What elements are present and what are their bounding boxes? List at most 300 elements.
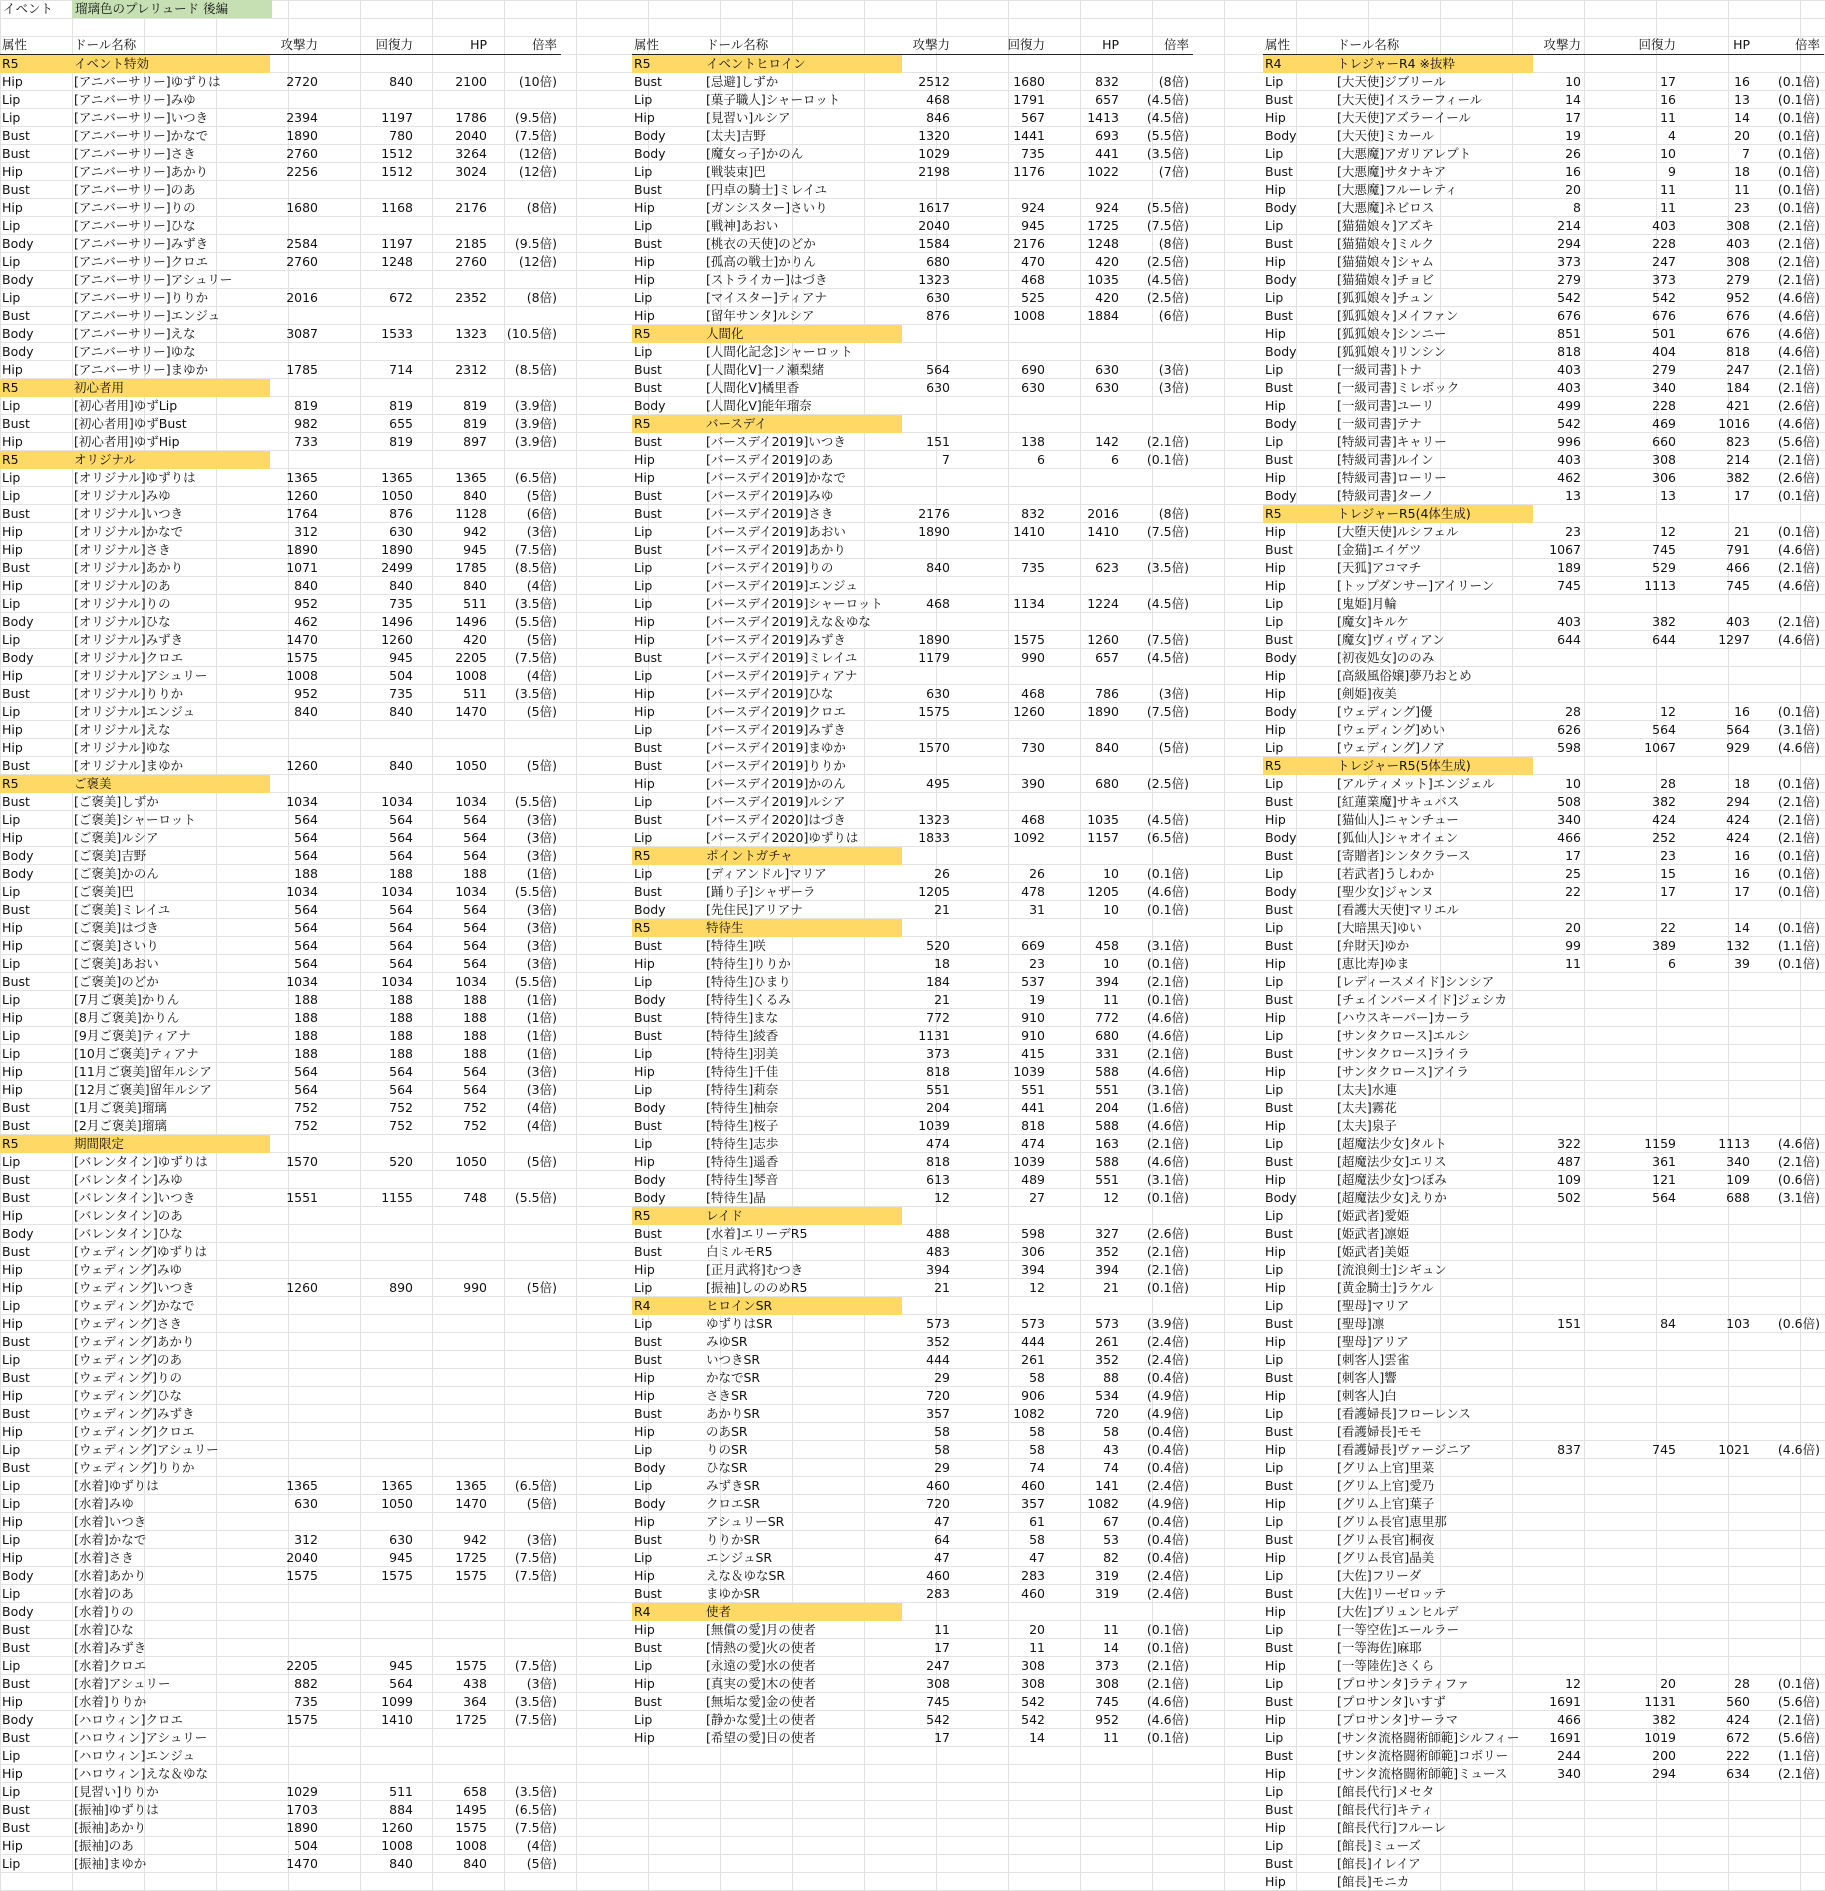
attribute-cell[interactable]: Hip (634, 1568, 655, 1583)
recovery-cell[interactable]: 1365 (381, 470, 413, 485)
doll-name-cell[interactable]: [寄贈者]シンタクラース (1337, 848, 1471, 863)
attribute-cell[interactable]: Hip (2, 1082, 23, 1097)
doll-name-cell[interactable]: [魔女]キルケ (1337, 614, 1409, 629)
attribute-cell[interactable]: Hip (1265, 1442, 1286, 1457)
doll-name-cell[interactable]: [一等空佐]エールラー (1337, 1622, 1460, 1637)
attack-cell[interactable]: 819 (294, 398, 318, 413)
recovery-cell[interactable]: 1050 (381, 1496, 413, 1511)
table-row[interactable] (632, 145, 1193, 163)
table-row[interactable] (632, 1369, 1193, 1387)
doll-name-cell[interactable]: 白ミルモR5 (706, 1244, 773, 1259)
doll-name-cell[interactable]: [バースデイ2019]エンジュ (706, 578, 858, 593)
multiplier-cell[interactable]: (7.5倍) (1146, 632, 1189, 647)
multiplier-cell[interactable]: (5倍) (526, 704, 557, 719)
attribute-cell[interactable]: Hip (1265, 182, 1286, 197)
doll-name-cell[interactable]: [2月ご褒美]瑠璃 (74, 1118, 167, 1133)
attribute-cell[interactable]: Bust (1265, 1316, 1293, 1331)
multiplier-cell[interactable] (1263, 667, 1820, 685)
hp-cell[interactable]: 1786 (455, 110, 487, 125)
table-row[interactable] (632, 1657, 1193, 1675)
multiplier-cell[interactable]: (0.1倍) (1777, 200, 1820, 215)
table-row[interactable] (632, 1459, 1193, 1477)
table-row[interactable] (1263, 1441, 1824, 1459)
multiplier-cell[interactable] (1263, 1603, 1820, 1621)
recovery-cell[interactable]: 11 (1660, 182, 1676, 197)
hp-cell[interactable]: 1260 (1087, 632, 1119, 647)
table-row[interactable] (0, 721, 561, 739)
attack-cell[interactable]: 58 (934, 1442, 950, 1457)
attack-cell[interactable]: 564 (294, 1064, 318, 1079)
doll-name-cell[interactable]: [オリジナル]いつき (74, 506, 184, 521)
attack-cell[interactable]: 1034 (286, 884, 318, 899)
hp-cell[interactable]: 564 (463, 938, 487, 953)
attribute-cell[interactable]: Lip (1265, 1514, 1284, 1529)
multiplier-cell[interactable] (0, 343, 557, 361)
attack-cell[interactable]: 403 (1557, 380, 1581, 395)
multiplier-cell[interactable]: (0.1倍) (1777, 146, 1820, 161)
hp-cell[interactable]: 840 (1095, 740, 1119, 755)
hp-cell[interactable]: 534 (1095, 1388, 1119, 1403)
attack-cell[interactable]: 1764 (286, 506, 318, 521)
doll-name-cell[interactable]: [館長]イレイア (1337, 1856, 1421, 1871)
attribute-cell[interactable]: Lip (634, 1316, 653, 1331)
attack-cell[interactable]: 1365 (286, 1478, 318, 1493)
table-row[interactable] (0, 217, 561, 235)
table-row[interactable] (1263, 1819, 1824, 1837)
attribute-cell[interactable]: Lip (634, 344, 653, 359)
doll-name-cell[interactable]: [剣姫]夜美 (1337, 686, 1397, 701)
doll-name-cell[interactable]: [特待生]遥香 (706, 1154, 779, 1169)
recovery-cell[interactable]: 1019 (1644, 1730, 1676, 1745)
attribute-cell[interactable]: Bust (1265, 1154, 1293, 1169)
doll-name-cell[interactable]: [特待生]咲 (706, 938, 766, 953)
table-row[interactable] (1263, 1639, 1824, 1657)
doll-name-cell[interactable]: [ご褒美]巴 (74, 884, 134, 899)
attribute-cell[interactable]: Bust (634, 74, 662, 89)
recovery-cell[interactable]: 1168 (381, 200, 413, 215)
hp-cell[interactable]: 1224 (1087, 596, 1119, 611)
attribute-cell[interactable]: Hip (634, 1424, 655, 1439)
attribute-cell[interactable]: Bust (634, 1640, 662, 1655)
attribute-cell[interactable]: Lip (1265, 776, 1284, 791)
attack-cell[interactable]: 10 (1565, 776, 1581, 791)
table-row[interactable] (632, 685, 1193, 703)
recovery-cell[interactable]: 468 (1021, 686, 1045, 701)
attribute-cell[interactable]: Hip (2, 362, 23, 377)
multiplier-cell[interactable] (1263, 1531, 1820, 1549)
doll-name-cell[interactable]: [太夫]霧花 (1337, 1100, 1397, 1115)
table-row[interactable] (0, 1711, 561, 1729)
attack-cell[interactable]: 644 (1557, 632, 1581, 647)
multiplier-cell[interactable] (0, 1405, 557, 1423)
doll-name-cell[interactable]: [オリジナル]エンジュ (74, 704, 196, 719)
doll-name-cell[interactable]: [館長代行]フルーレ (1337, 1820, 1447, 1835)
attack-cell[interactable]: 攻撃力 (1543, 37, 1581, 52)
hp-cell[interactable]: 21 (1103, 1280, 1119, 1295)
section-row[interactable] (0, 775, 561, 793)
recovery-cell[interactable]: 630 (389, 524, 413, 539)
attack-cell[interactable]: 188 (294, 1010, 318, 1025)
attribute-cell[interactable]: Body (634, 1172, 666, 1187)
attribute-cell[interactable]: Body (1265, 272, 1297, 287)
table-row[interactable] (1263, 865, 1824, 883)
attribute-cell[interactable]: Hip (1265, 470, 1286, 485)
hp-cell[interactable]: 424 (1726, 812, 1750, 827)
multiplier-cell[interactable]: (4倍) (526, 578, 557, 593)
attack-cell[interactable]: 279 (1557, 272, 1581, 287)
doll-name-cell[interactable]: [ウェディング]いつき (74, 1280, 195, 1295)
attribute-cell[interactable]: Lip (2, 1046, 21, 1061)
table-row[interactable] (1263, 487, 1824, 505)
attribute-cell[interactable]: Lip (634, 722, 653, 737)
multiplier-cell[interactable]: (4.9倍) (1146, 1388, 1189, 1403)
attack-cell[interactable]: 151 (1557, 1316, 1581, 1331)
recovery-cell[interactable]: 20 (1660, 1676, 1676, 1691)
attribute-cell[interactable]: Lip (634, 1658, 653, 1673)
attack-cell[interactable]: 2198 (918, 164, 950, 179)
table-row[interactable] (632, 163, 1193, 181)
hp-cell[interactable]: 11 (1103, 1730, 1119, 1745)
attribute-cell[interactable]: Bust (1265, 1370, 1293, 1385)
attack-cell[interactable]: 17 (934, 1730, 950, 1745)
table-row[interactable] (0, 1621, 561, 1639)
multiplier-cell[interactable]: (3.5倍) (1146, 560, 1189, 575)
recovery-cell[interactable]: 1496 (381, 614, 413, 629)
attack-cell[interactable]: 542 (1557, 416, 1581, 431)
attribute-cell[interactable]: Lip (634, 794, 653, 809)
recovery-cell[interactable]: 61 (1029, 1514, 1045, 1529)
attribute-cell[interactable]: Body (1265, 830, 1297, 845)
doll-name-cell[interactable]: [オリジナル]かなで (74, 524, 184, 539)
hp-cell[interactable]: 1022 (1087, 164, 1119, 179)
recovery-cell[interactable]: 714 (389, 362, 413, 377)
multiplier-cell[interactable]: (3.1倍) (1146, 1082, 1189, 1097)
attribute-cell[interactable]: Body (2, 866, 34, 881)
multiplier-cell[interactable]: (3.5倍) (514, 1694, 557, 1709)
table-row[interactable] (632, 181, 1193, 199)
doll-name-cell[interactable]: [ご褒美]さいり (74, 938, 159, 953)
hp-cell[interactable]: 39 (1734, 956, 1750, 971)
doll-name-cell[interactable]: [バースデイ2019]かなで (706, 470, 846, 485)
attribute-cell[interactable]: Body (2, 1568, 34, 1583)
attack-cell[interactable]: 460 (926, 1478, 950, 1493)
doll-name-cell[interactable]: [バースデイ2019]ミレイユ (706, 650, 858, 665)
attack-cell[interactable]: 283 (926, 1586, 950, 1601)
hp-cell[interactable]: 2205 (455, 650, 487, 665)
table-row[interactable] (1263, 1369, 1824, 1387)
table-row[interactable] (0, 793, 561, 811)
multiplier-cell[interactable] (0, 1351, 557, 1369)
attack-cell[interactable]: 21 (934, 992, 950, 1007)
table-row[interactable] (0, 541, 561, 559)
multiplier-cell[interactable] (1263, 1405, 1820, 1423)
table-row[interactable] (0, 757, 561, 775)
multiplier-cell[interactable] (1263, 1855, 1820, 1873)
attack-cell[interactable]: 676 (1557, 308, 1581, 323)
doll-name-cell[interactable]: トレジャーR5(4体生成) (1337, 506, 1471, 521)
hp-cell[interactable]: 438 (463, 1676, 487, 1691)
attribute-cell[interactable]: Bust (1265, 938, 1293, 953)
hp-cell[interactable]: 658 (463, 1784, 487, 1799)
multiplier-cell[interactable]: (3.1倍) (1777, 722, 1820, 737)
attribute-cell[interactable]: Hip (2, 542, 23, 557)
attribute-cell[interactable]: Hip (1265, 1820, 1286, 1835)
hp-cell[interactable]: 188 (463, 992, 487, 1007)
multiplier-cell[interactable] (0, 181, 557, 199)
table-row[interactable] (0, 523, 561, 541)
hp-cell[interactable]: 720 (1095, 1406, 1119, 1421)
doll-name-cell[interactable]: [猫猫娘々]アズキ (1337, 218, 1434, 233)
multiplier-cell[interactable]: (0.1倍) (1777, 956, 1820, 971)
doll-name-cell[interactable]: [水着]みずき (74, 1640, 147, 1655)
recovery-cell[interactable]: 58 (1029, 1370, 1045, 1385)
attribute-cell[interactable]: Bust (1265, 1748, 1293, 1763)
attribute-cell[interactable]: Body (1265, 704, 1297, 719)
multiplier-cell[interactable] (0, 1207, 557, 1225)
multiplier-cell[interactable] (632, 757, 1189, 775)
hp-cell[interactable]: 676 (1726, 326, 1750, 341)
multiplier-cell[interactable]: (3.1倍) (1777, 1190, 1820, 1205)
recovery-cell[interactable]: 188 (389, 1028, 413, 1043)
hp-cell[interactable]: 58 (1103, 1424, 1119, 1439)
attack-cell[interactable]: 508 (1557, 794, 1581, 809)
doll-name-cell[interactable]: [バレンタイン]ゆずりは (74, 1154, 208, 1169)
hp-cell[interactable]: 1575 (455, 1658, 487, 1673)
table-row[interactable] (1263, 613, 1824, 631)
attribute-cell[interactable]: Body (1265, 650, 1297, 665)
attribute-cell[interactable]: Hip (2, 1064, 23, 1079)
doll-name-cell[interactable]: [館長代行]メセタ (1337, 1784, 1435, 1799)
doll-name-cell[interactable]: [桃衣の天使]のどか (706, 236, 816, 251)
doll-name-cell[interactable]: [猫猫娘々]チョビ (1337, 272, 1434, 287)
table-row[interactable] (0, 1783, 561, 1801)
attribute-cell[interactable]: Hip (2, 1316, 23, 1331)
doll-name-cell[interactable]: ドール名称 (74, 37, 137, 52)
multiplier-cell[interactable]: (6.5倍) (514, 470, 557, 485)
multiplier-cell[interactable]: (2.1倍) (1777, 830, 1820, 845)
table-row[interactable] (1263, 1531, 1824, 1549)
attribute-cell[interactable]: Lip (634, 668, 653, 683)
attribute-cell[interactable]: Lip (1265, 1460, 1284, 1475)
recovery-cell[interactable]: 1365 (381, 1478, 413, 1493)
attribute-cell[interactable]: Body (1265, 488, 1297, 503)
doll-name-cell[interactable]: [バースデイ2019]りの (706, 560, 834, 575)
doll-name-cell[interactable]: [大天使]アズラーイール (1337, 110, 1472, 125)
attribute-cell[interactable]: Hip (2, 524, 23, 539)
attribute-cell[interactable]: R5 (2, 380, 19, 395)
multiplier-cell[interactable] (0, 1225, 557, 1243)
attribute-cell[interactable]: Bust (1265, 1856, 1293, 1871)
recovery-cell[interactable]: 23 (1660, 848, 1676, 863)
recovery-cell[interactable]: 382 (1652, 1712, 1676, 1727)
multiplier-cell[interactable]: (0.1倍) (1777, 110, 1820, 125)
header-row[interactable] (632, 36, 1193, 55)
attack-cell[interactable]: 1890 (286, 128, 318, 143)
table-row[interactable] (632, 1513, 1193, 1531)
attack-cell[interactable]: 952 (294, 596, 318, 611)
section-row[interactable] (0, 379, 561, 397)
attribute-cell[interactable]: Lip (634, 1550, 653, 1565)
attack-cell[interactable]: 357 (926, 1406, 950, 1421)
multiplier-cell[interactable]: (3.9倍) (514, 398, 557, 413)
recovery-cell[interactable]: 945 (1021, 218, 1045, 233)
hp-cell[interactable]: 897 (463, 434, 487, 449)
doll-name-cell[interactable]: [サンタクロース]エルシ (1337, 1028, 1470, 1043)
table-row[interactable] (0, 1405, 561, 1423)
recovery-cell[interactable]: 9 (1668, 164, 1676, 179)
attack-cell[interactable]: 14 (1565, 92, 1581, 107)
table-row[interactable] (0, 1657, 561, 1675)
multiplier-cell[interactable] (632, 793, 1189, 811)
doll-name-cell[interactable]: [大悪魔]ネビロス (1337, 200, 1435, 215)
hp-cell[interactable]: 132 (1726, 938, 1750, 953)
attribute-cell[interactable]: Hip (634, 956, 655, 971)
table-row[interactable] (1263, 901, 1824, 919)
recovery-cell[interactable]: 1034 (381, 884, 413, 899)
recovery-cell[interactable]: 564 (389, 848, 413, 863)
table-row[interactable] (0, 469, 561, 487)
doll-name-cell[interactable]: [猫猫娘々]ミルク (1337, 236, 1435, 251)
attribute-cell[interactable]: Hip (634, 1514, 655, 1529)
hp-cell[interactable]: 752 (463, 1100, 487, 1115)
recovery-cell[interactable]: 1533 (381, 326, 413, 341)
attribute-cell[interactable]: R5 (1265, 506, 1282, 521)
attribute-cell[interactable]: Bust (1265, 308, 1293, 323)
doll-name-cell[interactable]: [ウェディング]ノア (1337, 740, 1446, 755)
table-row[interactable] (632, 613, 1193, 631)
attack-cell[interactable]: 462 (1557, 470, 1581, 485)
title-cell-event-name[interactable]: 瑠璃色のプレリュード 後編 (72, 0, 272, 18)
recovery-cell[interactable]: 1176 (1013, 164, 1045, 179)
hp-cell[interactable]: 458 (1095, 938, 1119, 953)
multiplier-cell[interactable]: (4.6倍) (1146, 1010, 1189, 1025)
doll-name-cell[interactable]: [水着]さき (74, 1550, 134, 1565)
section-row[interactable] (0, 451, 561, 469)
table-row[interactable] (1263, 91, 1824, 109)
table-row[interactable] (1263, 181, 1824, 199)
attribute-cell[interactable]: 属性 (1265, 37, 1291, 52)
doll-name-cell[interactable]: [聖母]アリア (1337, 1334, 1409, 1349)
multiplier-cell[interactable]: (7.5倍) (514, 1658, 557, 1673)
hp-cell[interactable]: 1035 (1087, 272, 1119, 287)
attribute-cell[interactable]: Hip (634, 1388, 655, 1403)
table-row[interactable] (1263, 415, 1824, 433)
attribute-cell[interactable]: R5 (2, 56, 19, 71)
doll-name-cell[interactable]: [特待生]柚奈 (706, 1100, 779, 1115)
doll-name-cell[interactable]: [一級司書]ミレボック (1337, 380, 1460, 395)
attack-cell[interactable]: 攻撃力 (912, 37, 950, 52)
multiplier-cell[interactable] (632, 343, 1189, 361)
recovery-cell[interactable]: 1575 (381, 1568, 413, 1583)
attack-cell[interactable]: 564 (294, 938, 318, 953)
multiplier-cell[interactable]: (3.9倍) (514, 434, 557, 449)
hp-cell[interactable]: HP (1733, 37, 1750, 52)
table-row[interactable] (1263, 1693, 1824, 1711)
title-cell-event[interactable]: イベント (3, 1, 54, 16)
attribute-cell[interactable]: Body (1265, 416, 1297, 431)
attribute-cell[interactable]: Lip (2, 1028, 21, 1043)
doll-name-cell[interactable]: [バースデイ2020]はづき (706, 812, 846, 827)
multiplier-cell[interactable]: (4.9倍) (1146, 1406, 1189, 1421)
recovery-cell[interactable]: 27 (1029, 1190, 1045, 1205)
table-row[interactable] (1263, 1081, 1824, 1099)
table-row[interactable] (0, 1495, 561, 1513)
multiplier-cell[interactable]: (2.1倍) (1146, 1262, 1189, 1277)
attack-cell[interactable]: 598 (1557, 740, 1581, 755)
attack-cell[interactable]: 474 (926, 1136, 950, 1151)
recovery-cell[interactable]: 247 (1652, 254, 1676, 269)
attribute-cell[interactable]: Body (634, 902, 666, 917)
doll-name-cell[interactable]: [バースデイ2019]みずき (706, 722, 846, 737)
multiplier-cell[interactable] (0, 1747, 557, 1765)
table-row[interactable] (1263, 775, 1824, 793)
attack-cell[interactable]: 680 (926, 254, 950, 269)
attack-cell[interactable]: 466 (1557, 830, 1581, 845)
doll-name-cell[interactable]: [グリム上官]葉子 (1337, 1496, 1435, 1511)
hp-cell[interactable]: 952 (1095, 1712, 1119, 1727)
multiplier-cell[interactable] (1263, 1657, 1820, 1675)
multiplier-cell[interactable]: (0.1倍) (1777, 848, 1820, 863)
multiplier-cell[interactable]: (0.4倍) (1146, 1550, 1189, 1565)
doll-name-cell[interactable]: [ウェディング]さき (74, 1316, 183, 1331)
recovery-cell[interactable]: 306 (1021, 1244, 1045, 1259)
table-row[interactable] (1263, 1477, 1824, 1495)
doll-name-cell[interactable]: [オリジナル]えな (74, 722, 171, 737)
doll-name-cell[interactable]: [初心者用]ゆずLip (74, 398, 178, 413)
multiplier-cell[interactable] (1263, 1297, 1820, 1315)
multiplier-cell[interactable] (0, 1315, 557, 1333)
hp-cell[interactable]: 14 (1734, 110, 1750, 125)
attribute-cell[interactable]: Bust (634, 182, 662, 197)
doll-name-cell[interactable]: [特級司書]キャリー (1337, 434, 1447, 449)
doll-name-cell[interactable]: [魔女]ヴィヴィアン (1337, 632, 1445, 647)
table-row[interactable] (0, 1243, 561, 1261)
recovery-cell[interactable]: 1575 (1013, 632, 1045, 647)
section-row[interactable] (632, 919, 1193, 937)
multiplier-cell[interactable]: (0.1倍) (1146, 452, 1189, 467)
recovery-cell[interactable]: 389 (1652, 938, 1676, 953)
doll-name-cell[interactable]: [バースデイ2019]あおい (706, 524, 846, 539)
multiplier-cell[interactable]: (9.5倍) (514, 236, 557, 251)
attribute-cell[interactable]: Hip (634, 1064, 655, 1079)
doll-name-cell[interactable]: [オリジナル]ひな (74, 614, 171, 629)
table-row[interactable] (1263, 325, 1824, 343)
attribute-cell[interactable]: Body (2, 326, 34, 341)
hp-cell[interactable]: 924 (1095, 200, 1119, 215)
multiplier-cell[interactable]: (5倍) (526, 1280, 557, 1295)
doll-name-cell[interactable]: [踊り子]シャザーラ (706, 884, 816, 899)
multiplier-cell[interactable]: (7.5倍) (514, 1820, 557, 1835)
doll-name-cell[interactable]: みゆSR (706, 1334, 748, 1349)
hp-cell[interactable]: 74 (1103, 1460, 1119, 1475)
attribute-cell[interactable]: Bust (2, 1244, 30, 1259)
attack-cell[interactable]: 564 (294, 902, 318, 917)
multiplier-cell[interactable] (1263, 1333, 1820, 1351)
multiplier-cell[interactable]: (3倍) (1158, 380, 1189, 395)
attack-cell[interactable]: 2584 (286, 236, 318, 251)
table-row[interactable] (632, 199, 1193, 217)
table-row[interactable] (0, 1081, 561, 1099)
table-row[interactable] (632, 793, 1193, 811)
doll-name-cell[interactable]: [オリジナル]クロエ (74, 650, 184, 665)
recovery-cell[interactable]: 1260 (381, 632, 413, 647)
table-row[interactable] (632, 487, 1193, 505)
table-row[interactable] (632, 991, 1193, 1009)
hp-cell[interactable]: 1413 (1087, 110, 1119, 125)
doll-name-cell[interactable]: [特待生]莉奈 (706, 1082, 779, 1097)
doll-name-cell[interactable]: クロエSR (706, 1496, 761, 1511)
multiplier-cell[interactable] (632, 397, 1189, 415)
